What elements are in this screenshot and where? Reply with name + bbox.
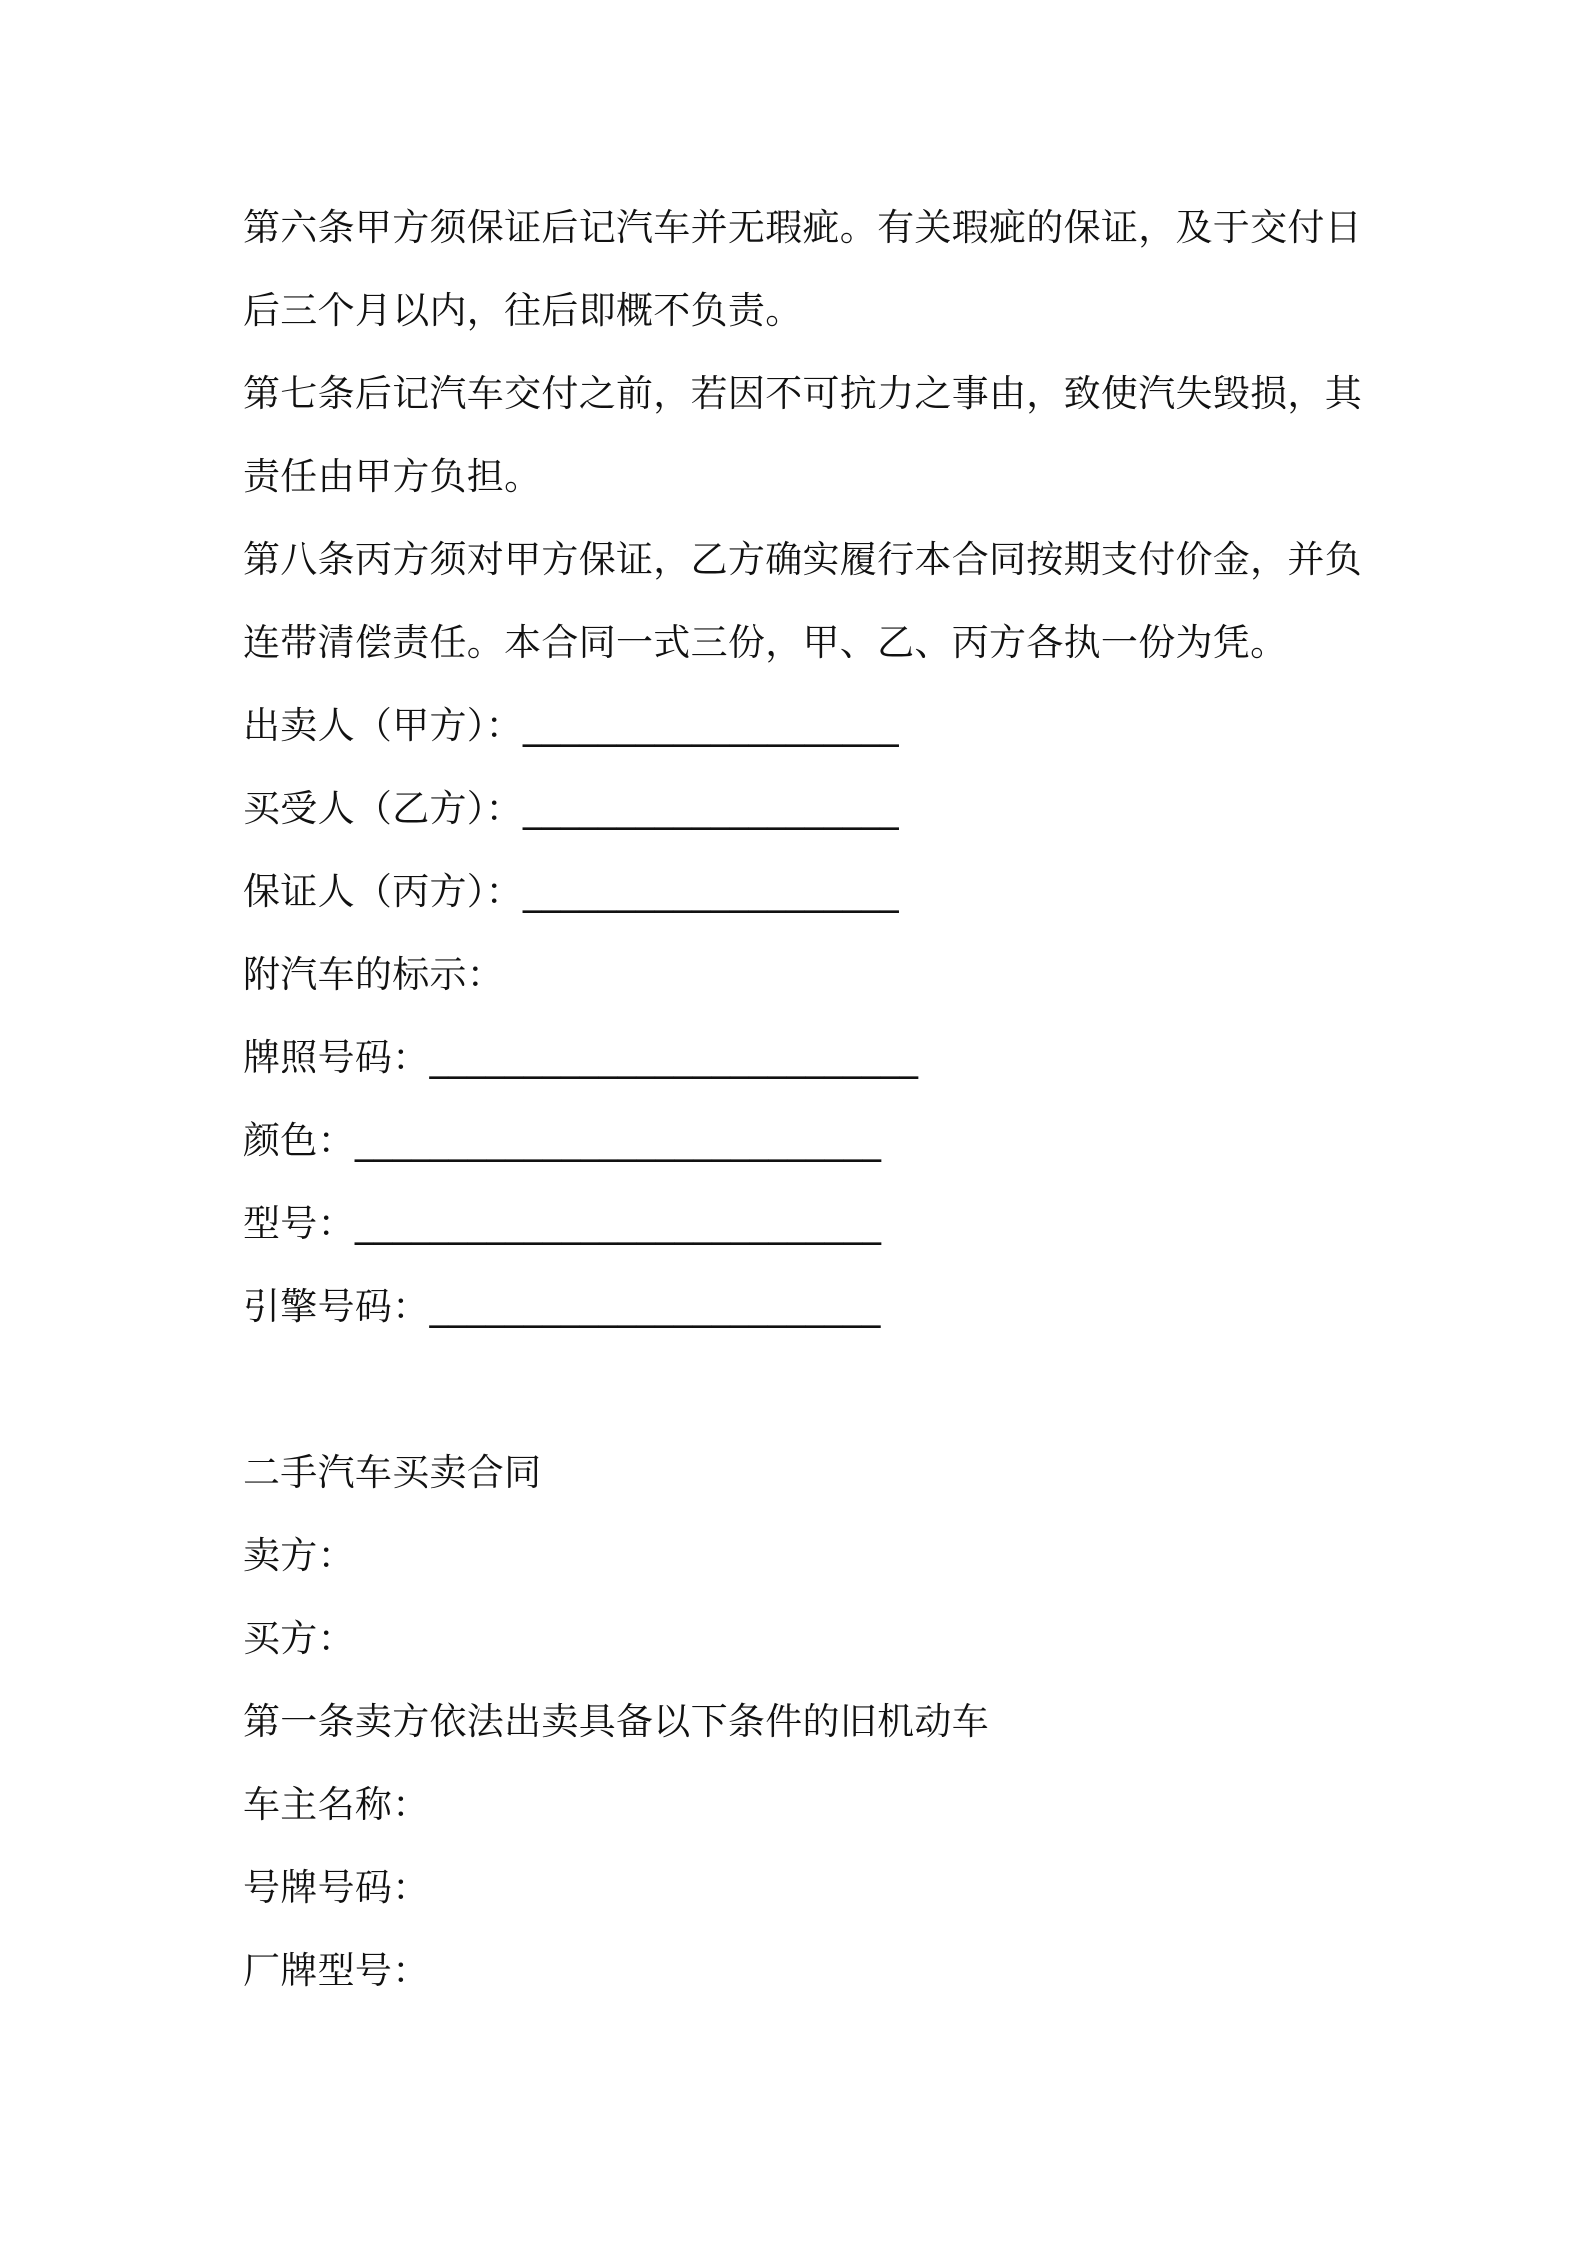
- article-1-line: 第一条卖方依法出卖具备以下条件的旧机动车: [243, 1700, 989, 1743]
- owner-name-label: 车主名称：: [243, 1783, 430, 1826]
- seller-label: 卖方：: [243, 1534, 355, 1577]
- article-6-line-1: 第六条甲方须保证后记汽车并无瑕疵。有关瑕疵的保证，及于交付日: [243, 206, 1362, 249]
- article-8-line-1: 第八条丙方须对甲方保证，乙方确实履行本合同按期支付价金，并负: [243, 538, 1362, 581]
- article-8-line-2: 连带清偿责任。本合同一式三份，甲、乙、丙方各执一份为凭。: [243, 621, 1288, 664]
- brand-model-label: 厂牌型号：: [243, 1949, 430, 1992]
- buyer-label: 买方：: [243, 1617, 355, 1660]
- seller-signature-field: 出卖人（甲方）：____________________: [243, 704, 899, 747]
- model-field: 型号：____________________________: [243, 1202, 882, 1245]
- article-6-line-2: 后三个月以内，往后即概不负责。: [243, 289, 803, 332]
- article-7-line-1: 第七条后记汽车交付之前，若因不可抗力之事由，致使汽失毁损，其: [243, 372, 1362, 415]
- plate-number-label: 号牌号码：: [243, 1866, 430, 1909]
- license-plate-field: 牌照号码：__________________________: [243, 1036, 919, 1079]
- buyer-signature-field: 买受人（乙方）：____________________: [243, 787, 899, 830]
- engine-number-field: 引擎号码：________________________: [243, 1285, 881, 1328]
- contract-title: 二手汽车买卖合同: [243, 1451, 542, 1494]
- color-field: 颜色：____________________________: [243, 1119, 882, 1162]
- vehicle-marking-heading: 附汽车的标示：: [243, 953, 505, 996]
- article-7-line-2: 责任由甲方负担。: [243, 455, 542, 498]
- guarantor-signature-field: 保证人（丙方）：____________________: [243, 870, 899, 913]
